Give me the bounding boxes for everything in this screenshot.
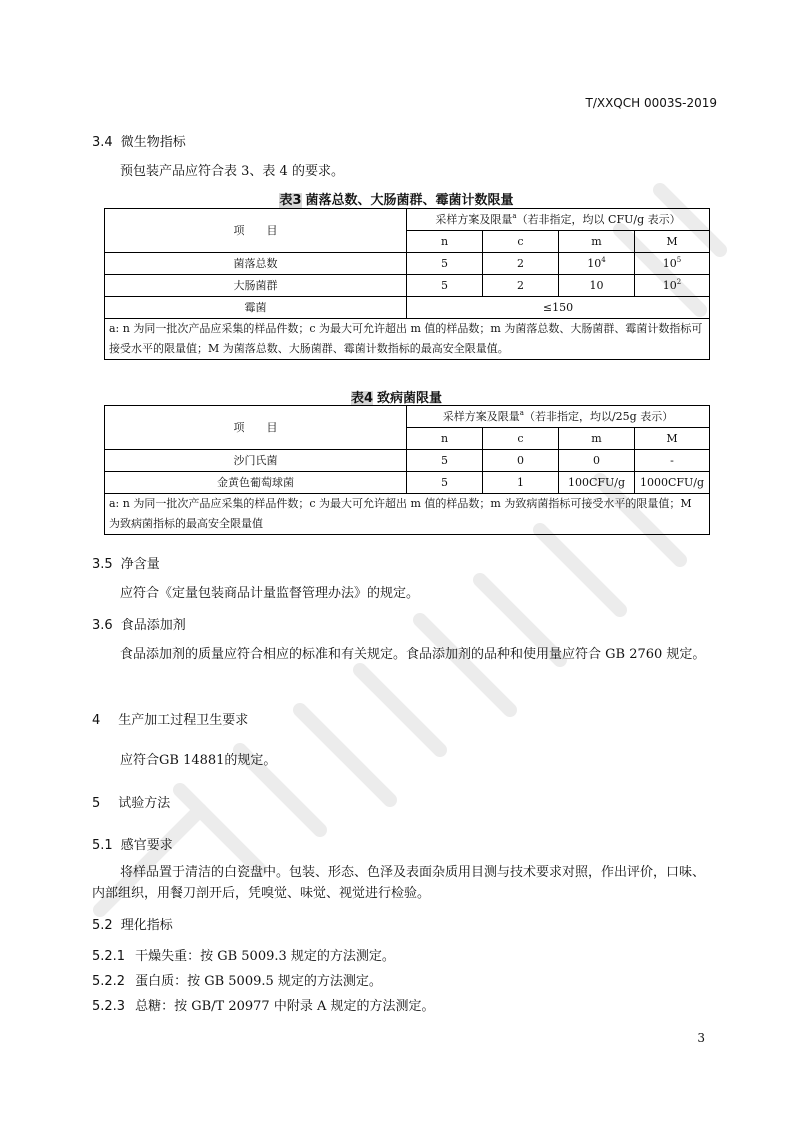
cell-M: 1000CFU/g — [635, 472, 710, 494]
section-3-4-heading — [92, 131, 186, 150]
caption-prefix: 表 — [279, 193, 293, 208]
cell-item: 菌落总数 — [105, 253, 407, 275]
section-title: 感官要求 — [120, 838, 173, 853]
section-number: 3.5 — [92, 557, 113, 572]
section-title: 试验方法 — [118, 796, 171, 811]
section-5-2-heading — [92, 914, 173, 933]
item-number: 5.2.1 — [92, 949, 126, 964]
col-n: n — [407, 231, 483, 253]
col-c: c — [483, 428, 559, 450]
section-4-heading — [92, 709, 248, 728]
cell-m: 10 — [559, 275, 635, 297]
cell-item: 沙门氏菌 — [105, 450, 407, 472]
list-item — [92, 970, 382, 989]
section-3-6-heading — [92, 614, 186, 633]
section-number: 5.2 — [92, 918, 113, 933]
table-note-row — [105, 319, 710, 360]
section-number: 3.4 — [92, 135, 113, 150]
section-number: 4 — [92, 713, 101, 728]
table-note: a: n 为同一批次产品应采集的样品件数；c 为最大可允许超出 m 值的样品数；m 为致病菌指标可接受水平的限量值；M 为致病菌指标的最高安全限量值 — [105, 494, 710, 535]
section-4-text: 应符合GB 14881的规定。 — [120, 753, 277, 768]
page-number: 3 — [697, 1031, 705, 1045]
cell-n: 5 — [407, 450, 483, 472]
section-title: 净含量 — [120, 557, 160, 572]
cell-item: 大肠菌群 — [105, 275, 407, 297]
item-text: 总糖：按 GB/T 20977 中附录 A 规定的方法测定。 — [135, 999, 435, 1014]
col-m: m — [559, 428, 635, 450]
list-item — [92, 945, 395, 964]
table-note: a: n 为同一批次产品应采集的样品件数；c 为最大可允许超出 m 值的样品数；m 为菌落总数、大肠菌群、霉菌计数指标可接受水平的限量值；M 为菌落总数、大肠菌群、霉菌计数指标的最高安全限量值。 — [105, 319, 710, 360]
cell-M: - — [635, 450, 710, 472]
table-row — [105, 472, 710, 494]
section-number: 5 — [92, 796, 101, 811]
section-title: 生产加工过程卫生要求 — [118, 713, 249, 728]
col-M: M — [635, 231, 710, 253]
section-5-1-heading — [92, 834, 173, 853]
table-row — [105, 297, 710, 319]
table-3-caption — [0, 189, 793, 208]
item-header: 项 目 — [105, 406, 407, 450]
cell-M: $10^2$ — [635, 275, 710, 297]
section-3-6-text: 食品添加剂的质量应符合相应的标准和有关规定。食品添加剂的品种和使用量应符合 GB 2760 规定。 — [120, 647, 706, 662]
table-3 — [104, 208, 710, 360]
col-n: n — [407, 428, 483, 450]
section-3-4-text: 预包装产品应符合表 3、表 4 的要求。 — [120, 164, 344, 179]
caption-title: 致病菌限量 — [377, 391, 443, 406]
section-5-heading — [92, 792, 170, 811]
section-title: 理化指标 — [120, 918, 173, 933]
doc-code: T/XXQCH 0003S-2019 — [585, 96, 717, 110]
cell-c: 1 — [483, 472, 559, 494]
section-5-1-text: 将样品置于清洁的白瓷盘中。包装、形态、色泽及表面杂质用目测与技术要求对照，作出评价，口味、内部组织，用餐刀剖开后，凭嗅觉、味觉、视觉进行检验。 — [92, 865, 706, 901]
caption-number: 4 — [363, 391, 374, 406]
table-header-row — [105, 406, 710, 428]
section-number: 3.6 — [92, 618, 113, 633]
cell-M: $10^5$ — [635, 253, 710, 275]
item-text: 蛋白质：按 GB 5009.5 规定的方法测定。 — [135, 974, 382, 989]
cell-n: 5 — [407, 253, 483, 275]
table-row — [105, 450, 710, 472]
table-header-row — [105, 209, 710, 231]
cell-c: 2 — [483, 253, 559, 275]
plan-header: 采样方案及限量$^a$（若非指定，均以/25g 表示） — [407, 406, 710, 428]
table-note-row — [105, 494, 710, 535]
cell-item: 金黄色葡萄球菌 — [105, 472, 407, 494]
cell-item: 霉菌 — [105, 297, 407, 319]
cell-m: 100CFU/g — [559, 472, 635, 494]
item-number: 5.2.3 — [92, 999, 126, 1014]
caption-prefix: 表 — [350, 391, 364, 406]
cell-c: 0 — [483, 450, 559, 472]
col-m: m — [559, 231, 635, 253]
cell-c: 2 — [483, 275, 559, 297]
table-row — [105, 253, 710, 275]
cell-n: 5 — [407, 472, 483, 494]
table-4 — [104, 405, 710, 535]
caption-title: 菌落总数、大肠菌群、霉菌计数限量 — [305, 193, 514, 208]
section-title: 微生物指标 — [120, 135, 186, 150]
section-number: 5.1 — [92, 838, 113, 853]
table-row — [105, 275, 710, 297]
cell-limit: ≤150 — [407, 297, 710, 319]
section-title: 食品添加剂 — [120, 618, 186, 633]
table-4-caption — [0, 387, 793, 406]
caption-number: 3 — [292, 193, 302, 208]
item-number: 5.2.2 — [92, 974, 126, 989]
cell-m: $10^4$ — [559, 253, 635, 275]
list-item — [92, 995, 434, 1014]
cell-n: 5 — [407, 275, 483, 297]
col-M: M — [635, 428, 710, 450]
item-text: 干燥失重：按 GB 5009.3 规定的方法测定。 — [135, 949, 395, 964]
cell-m: 0 — [559, 450, 635, 472]
section-3-5-text: 应符合《定量包装商品计量监督管理办法》的规定。 — [120, 586, 420, 601]
item-header: 项 目 — [105, 209, 407, 253]
section-3-5-heading — [92, 553, 160, 572]
col-c: c — [483, 231, 559, 253]
plan-header: 采样方案及限量$^a$（若非指定，均以 CFU/g 表示） — [407, 209, 710, 231]
